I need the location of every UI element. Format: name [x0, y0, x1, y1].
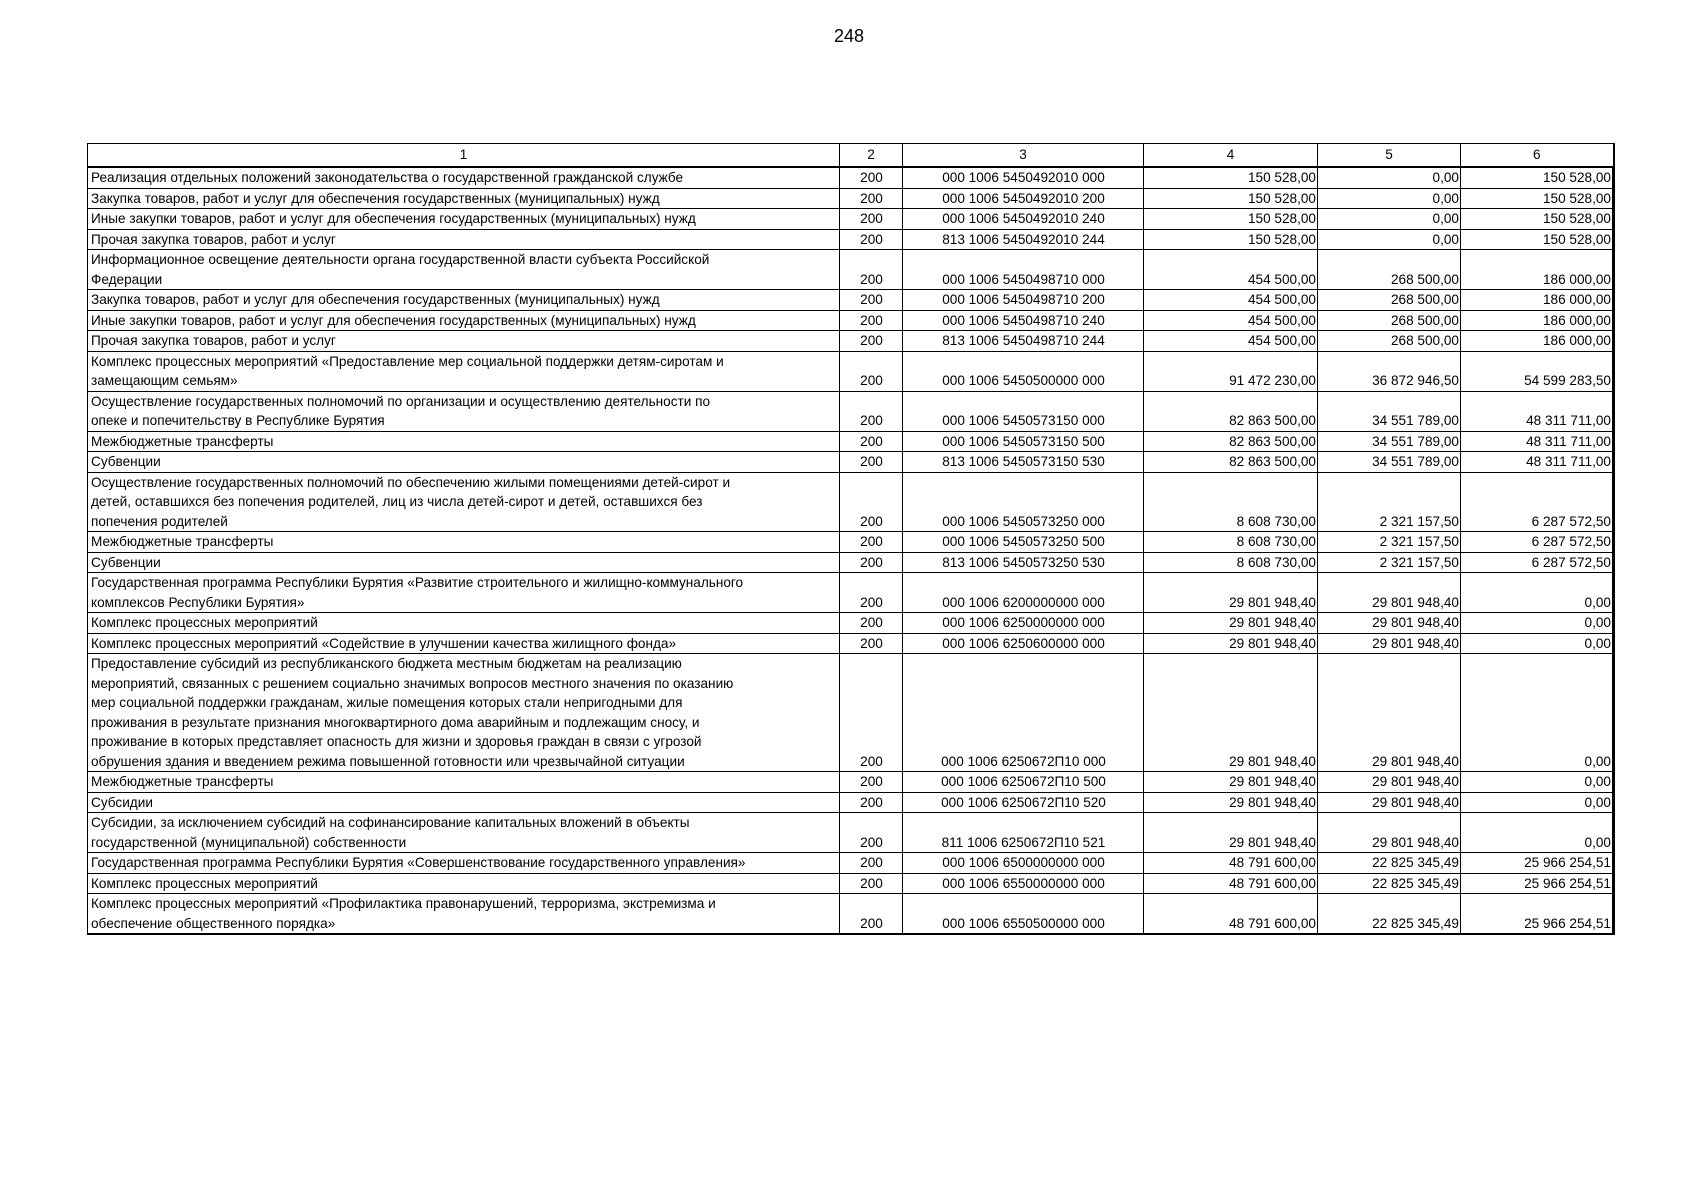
row-value-col4: 48 791 600,00 — [1144, 894, 1318, 935]
row-value-col6: 186 000,00 — [1461, 331, 1614, 352]
table-row — [88, 573, 1614, 613]
row-description — [88, 894, 840, 935]
row-budget-code: 000 1006 5450573150 500 — [903, 431, 1144, 452]
row-value-col5: 29 801 948,40 — [1318, 633, 1461, 654]
budget-table — [87, 143, 1615, 935]
table-row — [88, 472, 1614, 532]
row-value-col5: 29 801 948,40 — [1318, 792, 1461, 813]
row-admin-code: 200 — [840, 573, 903, 613]
row-value-col5: 0,00 — [1318, 229, 1461, 250]
row-budget-code: 000 1006 5450498710 240 — [903, 310, 1144, 331]
row-value-col6: 0,00 — [1461, 573, 1614, 613]
row-value-col6: 25 966 254,51 — [1461, 894, 1614, 935]
row-value-col6: 186 000,00 — [1461, 250, 1614, 290]
row-admin-code: 200 — [840, 209, 903, 230]
header-row — [88, 144, 1614, 168]
row-description — [88, 792, 840, 813]
row-value-col6: 150 528,00 — [1461, 209, 1614, 230]
row-description-text: Комплекс процессных мероприятий «Содействие в улучшении качества жилищного фонда» — [91, 635, 677, 651]
row-admin-code: 200 — [840, 431, 903, 452]
row-value-col4: 29 801 948,40 — [1144, 654, 1318, 772]
table-row — [88, 351, 1614, 391]
table-row — [88, 431, 1614, 452]
row-description-text: Межбюджетные трансферты — [91, 433, 274, 449]
table-row — [88, 654, 1614, 772]
row-description — [88, 552, 840, 573]
row-budget-code: 813 1006 5450492010 244 — [903, 229, 1144, 250]
column-header-4: 4 — [1144, 144, 1318, 168]
row-description — [88, 772, 840, 793]
table-header — [88, 144, 1614, 168]
row-value-col4: 454 500,00 — [1144, 290, 1318, 311]
table-row — [88, 853, 1614, 874]
row-description — [88, 633, 840, 654]
row-value-col6: 0,00 — [1461, 772, 1614, 793]
row-budget-code: 000 1006 5450492010 000 — [903, 167, 1144, 188]
row-description-text: Комплекс процессных мероприятий — [91, 615, 318, 630]
row-value-col4: 150 528,00 — [1144, 167, 1318, 188]
row-description-text: Межбюджетные трансферты — [91, 774, 274, 789]
column-header-1: 1 — [88, 144, 840, 168]
row-description — [88, 813, 840, 853]
table-row — [88, 792, 1614, 813]
row-value-col5: 268 500,00 — [1318, 290, 1461, 311]
row-budget-code: 000 1006 5450498710 000 — [903, 250, 1144, 290]
row-budget-code: 000 1006 6500000000 000 — [903, 853, 1144, 874]
row-value-col6: 25 966 254,51 — [1461, 873, 1614, 894]
row-admin-code: 200 — [840, 894, 903, 935]
row-value-col5: 22 825 345,49 — [1318, 873, 1461, 894]
row-budget-code: 000 1006 5450573250 500 — [903, 532, 1144, 553]
table-row — [88, 633, 1614, 654]
row-description-text: Закупка товаров, работ и услуг для обеспечения государственных (муниципальных) нужд — [91, 190, 660, 206]
row-description — [88, 229, 840, 250]
table-row — [88, 813, 1614, 853]
row-budget-code: 000 1006 6550500000 000 — [903, 894, 1144, 935]
table-row — [88, 167, 1614, 188]
row-description — [88, 431, 840, 452]
row-value-col5: 29 801 948,40 — [1318, 772, 1461, 793]
row-value-col6: 150 528,00 — [1461, 229, 1614, 250]
row-budget-code: 000 1006 5450498710 200 — [903, 290, 1144, 311]
row-description-text: Информационное освещение деятельности органа государственной власти субъекта Российской Федерации — [91, 252, 710, 287]
row-value-col4: 29 801 948,40 — [1144, 613, 1318, 634]
row-value-col5: 0,00 — [1318, 167, 1461, 188]
table-row — [88, 613, 1614, 634]
row-value-col6: 6 287 572,50 — [1461, 552, 1614, 573]
column-header-6: 6 — [1461, 144, 1614, 168]
row-value-col4: 8 608 730,00 — [1144, 532, 1318, 553]
row-description — [88, 472, 840, 532]
row-value-col5: 29 801 948,40 — [1318, 573, 1461, 613]
table-row — [88, 331, 1614, 352]
row-value-col5: 34 551 789,00 — [1318, 452, 1461, 473]
row-value-col5: 0,00 — [1318, 209, 1461, 230]
row-budget-code: 813 1006 5450498710 244 — [903, 331, 1144, 352]
row-description-text: Осуществление государственных полномочий по организации и осуществлению деятельности по опеке и попечительству в Республике Бурятия — [91, 393, 711, 428]
row-value-col5: 268 500,00 — [1318, 310, 1461, 331]
row-admin-code: 200 — [840, 229, 903, 250]
row-admin-code: 200 — [840, 853, 903, 874]
row-description-text: Предоставление субсидий из республиканского бюджета местным бюджетам на реализацию мероприятий, связанных с решением социально значимых вопросов местного значения по оказанию мер социальной поддержки гражданам, жилые помещения которых стали непригодными для проживания в результате признания многоквартирного дома аварийным и подлежащим сносу, и проживание в которых представляет опасность для жизни и здоровья граждан в связи с угрозой обрушения здания и введением режима повышенной готовности или чрезвычайной ситуации — [91, 656, 734, 769]
row-budget-code: 000 1006 6200000000 000 — [903, 573, 1144, 613]
row-description — [88, 532, 840, 553]
table-row — [88, 188, 1614, 209]
row-budget-code: 000 1006 5450500000 000 — [903, 351, 1144, 391]
row-description — [88, 331, 840, 352]
table-row — [88, 894, 1614, 935]
row-admin-code: 200 — [840, 552, 903, 573]
row-value-col5: 29 801 948,40 — [1318, 813, 1461, 853]
row-admin-code: 200 — [840, 452, 903, 473]
row-value-col5: 0,00 — [1318, 188, 1461, 209]
row-description — [88, 209, 840, 230]
row-description — [88, 310, 840, 331]
row-value-col6: 48 311 711,00 — [1461, 452, 1614, 473]
row-value-col4: 454 500,00 — [1144, 250, 1318, 290]
row-budget-code: 000 1006 6250672П10 500 — [903, 772, 1144, 793]
row-budget-code: 813 1006 5450573150 530 — [903, 452, 1144, 473]
row-value-col4: 29 801 948,40 — [1144, 573, 1318, 613]
row-value-col5: 2 321 157,50 — [1318, 532, 1461, 553]
row-description-text: Прочая закупка товаров, работ и услуг — [91, 333, 336, 348]
row-admin-code: 200 — [840, 613, 903, 634]
row-admin-code: 200 — [840, 391, 903, 431]
table-row — [88, 532, 1614, 553]
row-value-col4: 150 528,00 — [1144, 209, 1318, 230]
row-value-col4: 150 528,00 — [1144, 229, 1318, 250]
row-value-col6: 0,00 — [1461, 613, 1614, 634]
row-value-col6: 0,00 — [1461, 654, 1614, 772]
row-value-col6: 48 311 711,00 — [1461, 431, 1614, 452]
row-value-col6: 0,00 — [1461, 813, 1614, 853]
row-admin-code: 200 — [840, 167, 903, 188]
row-value-col4: 29 801 948,40 — [1144, 772, 1318, 793]
row-description-text: Осуществление государственных полномочий по обеспечению жилыми помещениями детей-сирот и детей, оставшихся без попечения родителей, лиц из числа детей-сирот и детей, оставшихся без попечения родителей — [91, 474, 731, 529]
row-description-text: Реализация отдельных положений законодательства о государственной гражданской службе — [91, 170, 684, 185]
row-admin-code: 200 — [840, 351, 903, 391]
table-row — [88, 310, 1614, 331]
row-budget-code: 000 1006 6250600000 000 — [903, 633, 1144, 654]
row-description-text: Субвенции — [91, 454, 161, 469]
row-description-text: Государственная программа Республики Бурятия «Развитие строительного и жилищно-коммунального комплексов Республики Бурятия» — [91, 575, 744, 610]
row-description — [88, 613, 840, 634]
row-budget-code: 813 1006 5450573250 530 — [903, 552, 1144, 573]
row-description — [88, 167, 840, 188]
row-value-col4: 29 801 948,40 — [1144, 813, 1318, 853]
row-value-col6: 48 311 711,00 — [1461, 391, 1614, 431]
row-admin-code: 200 — [840, 472, 903, 532]
row-budget-code: 000 1006 6250672П10 000 — [903, 654, 1144, 772]
row-description-text: Субвенции — [91, 554, 161, 570]
row-value-col6: 0,00 — [1461, 792, 1614, 813]
table-body — [88, 167, 1614, 934]
row-admin-code: 200 — [840, 873, 903, 894]
row-value-col4: 82 863 500,00 — [1144, 452, 1318, 473]
row-admin-code: 200 — [840, 633, 903, 654]
row-description-text: Комплекс процессных мероприятий — [91, 875, 318, 891]
row-budget-code: 000 1006 6550000000 000 — [903, 873, 1144, 894]
row-admin-code: 200 — [840, 290, 903, 311]
row-budget-code: 000 1006 6250672П10 520 — [903, 792, 1144, 813]
row-value-col5: 29 801 948,40 — [1318, 654, 1461, 772]
table-row — [88, 873, 1614, 894]
row-description — [88, 873, 840, 894]
row-value-col5: 268 500,00 — [1318, 250, 1461, 290]
row-value-col5: 29 801 948,40 — [1318, 613, 1461, 634]
row-value-col6: 25 966 254,51 — [1461, 853, 1614, 874]
row-description-text: Государственная программа Республики Бурятия «Совершенствование государственного управления» — [91, 855, 746, 870]
row-value-col5: 2 321 157,50 — [1318, 552, 1461, 573]
row-admin-code: 200 — [840, 772, 903, 793]
row-admin-code: 200 — [840, 532, 903, 553]
row-description-text: Прочая закупка товаров, работ и услуг — [91, 231, 336, 247]
table-row — [88, 290, 1614, 311]
row-description — [88, 853, 840, 874]
row-description — [88, 250, 840, 290]
table-row — [88, 552, 1614, 573]
row-value-col6: 150 528,00 — [1461, 167, 1614, 188]
row-value-col4: 454 500,00 — [1144, 331, 1318, 352]
column-header-3: 3 — [903, 144, 1144, 168]
row-value-col4: 8 608 730,00 — [1144, 472, 1318, 532]
row-value-col4: 48 791 600,00 — [1144, 853, 1318, 874]
row-value-col4: 29 801 948,40 — [1144, 792, 1318, 813]
table-row — [88, 209, 1614, 230]
table-row — [88, 452, 1614, 473]
table-row — [88, 772, 1614, 793]
row-description — [88, 452, 840, 473]
row-value-col6: 150 528,00 — [1461, 188, 1614, 209]
row-description-text: Субсидии, за исключением субсидий на софинансирование капитальных вложений в объекты государственной (муниципальной) собственности — [91, 815, 690, 850]
row-description-text: Субсидии — [91, 794, 153, 810]
row-value-col4: 82 863 500,00 — [1144, 391, 1318, 431]
row-description — [88, 351, 840, 391]
row-value-col5: 36 872 946,50 — [1318, 351, 1461, 391]
row-value-col5: 22 825 345,49 — [1318, 894, 1461, 935]
row-value-col6: 186 000,00 — [1461, 310, 1614, 331]
row-budget-code: 000 1006 5450492010 240 — [903, 209, 1144, 230]
row-budget-code: 000 1006 6250000000 000 — [903, 613, 1144, 634]
row-description — [88, 573, 840, 613]
row-description — [88, 391, 840, 431]
row-value-col6: 186 000,00 — [1461, 290, 1614, 311]
row-value-col6: 0,00 — [1461, 633, 1614, 654]
row-value-col4: 91 472 230,00 — [1144, 351, 1318, 391]
row-description — [88, 188, 840, 209]
row-value-col4: 8 608 730,00 — [1144, 552, 1318, 573]
row-value-col4: 454 500,00 — [1144, 310, 1318, 331]
row-budget-code: 000 1006 5450573250 000 — [903, 472, 1144, 532]
row-admin-code: 200 — [840, 250, 903, 290]
row-budget-code: 000 1006 5450573150 000 — [903, 391, 1144, 431]
row-value-col6: 54 599 283,50 — [1461, 351, 1614, 391]
row-admin-code: 200 — [840, 792, 903, 813]
row-description — [88, 654, 840, 772]
column-header-5: 5 — [1318, 144, 1461, 168]
row-value-col5: 34 551 789,00 — [1318, 391, 1461, 431]
row-value-col6: 6 287 572,50 — [1461, 472, 1614, 532]
page-number: 248 — [833, 26, 865, 46]
row-description-text: Комплекс процессных мероприятий «Предоставление мер социальной поддержки детям-сиротам и замещающим семьям» — [91, 353, 724, 388]
row-admin-code: 200 — [840, 188, 903, 209]
row-description — [88, 290, 840, 311]
row-description-text: Закупка товаров, работ и услуг для обеспечения государственных (муниципальных) нужд — [91, 292, 660, 307]
row-admin-code: 200 — [840, 331, 903, 352]
column-header-2: 2 — [840, 144, 903, 168]
row-budget-code: 000 1006 5450492010 200 — [903, 188, 1144, 209]
row-value-col4: 82 863 500,00 — [1144, 431, 1318, 452]
row-value-col5: 34 551 789,00 — [1318, 431, 1461, 452]
row-description-text: Межбюджетные трансферты — [91, 534, 274, 549]
table-row — [88, 391, 1614, 431]
row-description-text: Иные закупки товаров, работ и услуг для обеспечения государственных (муниципальных) нужд — [91, 312, 696, 328]
row-value-col4: 48 791 600,00 — [1144, 873, 1318, 894]
row-value-col6: 6 287 572,50 — [1461, 532, 1614, 553]
row-description-text: Комплекс процессных мероприятий «Профилактика правонарушений, терроризма, экстремизма и обеспечение общественного порядка» — [91, 896, 716, 931]
row-admin-code: 200 — [840, 654, 903, 772]
row-value-col5: 268 500,00 — [1318, 331, 1461, 352]
row-admin-code: 200 — [840, 310, 903, 331]
table-row — [88, 250, 1614, 290]
row-budget-code: 811 1006 6250672П10 521 — [903, 813, 1144, 853]
row-admin-code: 200 — [840, 813, 903, 853]
row-value-col4: 150 528,00 — [1144, 188, 1318, 209]
row-value-col4: 29 801 948,40 — [1144, 633, 1318, 654]
row-value-col5: 22 825 345,49 — [1318, 853, 1461, 874]
row-value-col5: 2 321 157,50 — [1318, 472, 1461, 532]
row-description-text: Иные закупки товаров, работ и услуг для обеспечения государственных (муниципальных) нужд — [91, 211, 696, 226]
table-row — [88, 229, 1614, 250]
